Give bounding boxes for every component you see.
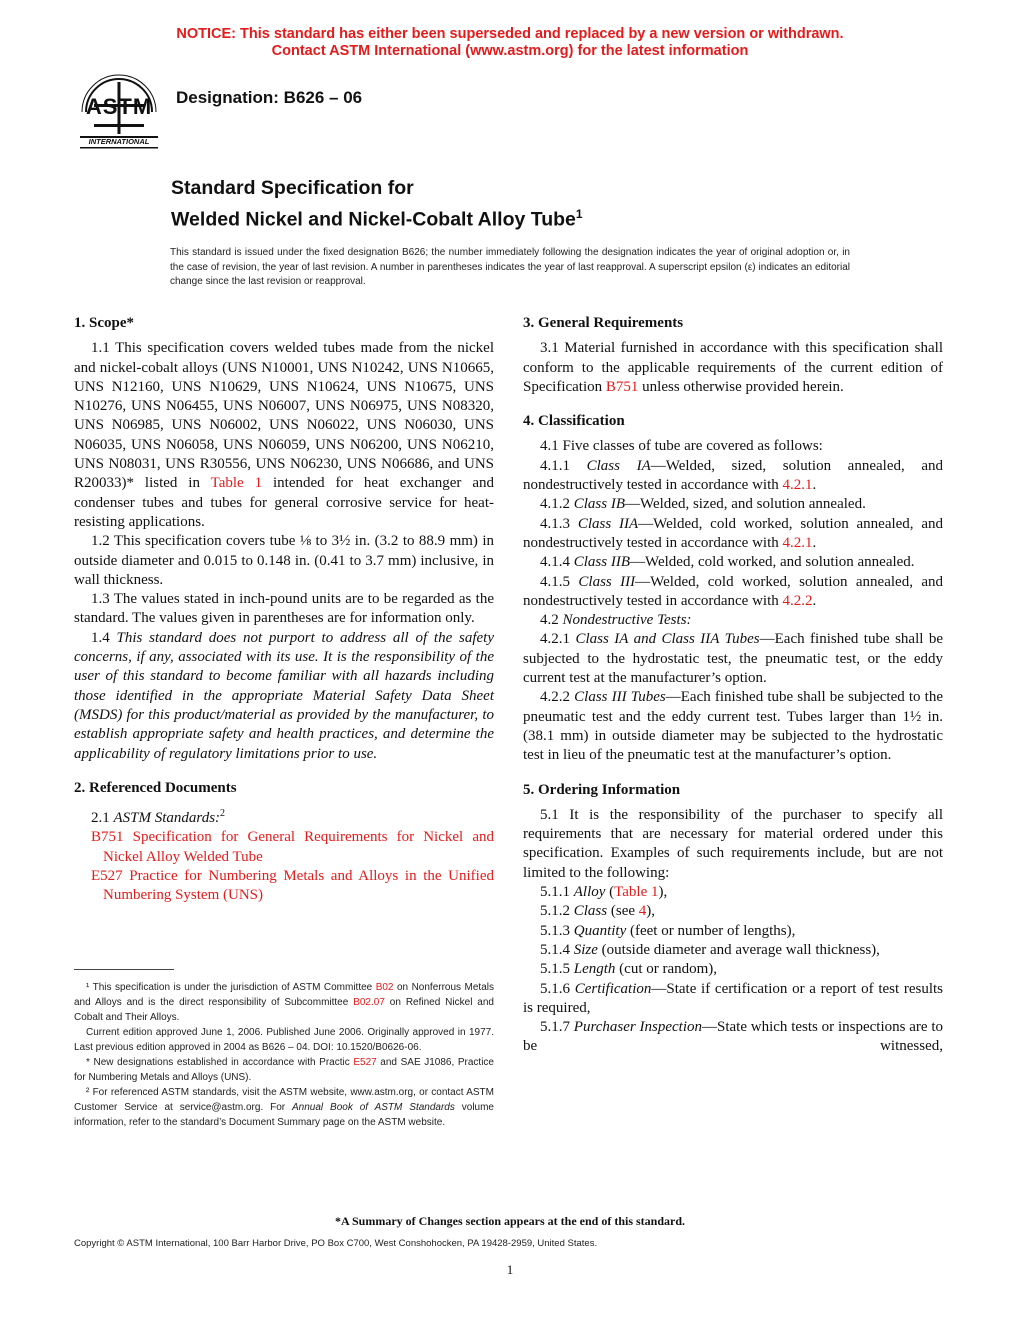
class-ib-name: Class IB: [573, 496, 626, 513]
order-3-name: Quantity: [573, 922, 627, 939]
footnote-4-text-a: ² For referenced ASTM standards, visit the ASTM website, www.astm.org, or contact ASTM Customer Service at service@astm.org. For: [74, 1087, 494, 1113]
b02-07-link[interactable]: B02.07: [353, 997, 385, 1008]
logo-subtext: INTERNATIONAL: [88, 137, 150, 146]
scope-para-1.1: [74, 339, 494, 532]
order-alloy: [523, 883, 943, 902]
test-2-num: 4.2.2: [540, 689, 575, 706]
ref-e527-code: E527: [91, 868, 123, 885]
order-6-num: 5.1.6: [540, 980, 575, 997]
order-inspection: [523, 1018, 943, 1057]
notice-line-1: NOTICE: This standard has either been superseded and replaced by a new version or withdrawn.: [176, 26, 844, 42]
refdocs-p1-num: 2.1: [91, 810, 114, 827]
classification-para-4.1: 4.1 Five classes of tube are covered as follows:: [540, 438, 823, 455]
order-2-b: ),: [646, 903, 656, 920]
order-7-num: 5.1.7: [540, 1019, 574, 1036]
class-ia-end: .: [812, 477, 817, 494]
right-column: [523, 314, 943, 1057]
class-iii-name: Class III: [578, 573, 636, 590]
class-iia-num: 4.1.3: [540, 515, 578, 532]
supersede-notice: [0, 26, 1020, 60]
order-4-name: Size: [573, 941, 598, 958]
4.2.1-link[interactable]: 4.2.1: [782, 534, 813, 551]
order-7-name: Purchaser Inspection: [573, 1019, 702, 1036]
class-iia: [523, 515, 943, 554]
order-3-text: (feet or number of lengths),: [626, 922, 796, 939]
test-1-text: —Each finished tube shall be subjected to the hydrostatic test, the pneumatic test, or the eddy current test at the manufacturer’s option.: [523, 631, 943, 687]
4.2.2-link[interactable]: 4.2.2: [782, 592, 813, 609]
logo-text: ASTM: [85, 94, 153, 119]
order-5-name: Length: [573, 961, 616, 978]
section-4-link[interactable]: 4: [638, 903, 647, 920]
notice-line-2: Contact ASTM International (www.astm.org) for the latest information: [271, 43, 749, 59]
b02-link[interactable]: B02: [375, 982, 394, 993]
general-p1-text-a: 3.1 Material furnished in accordance with this specification shall conform to the applicable requirements of the current edition of Specification: [523, 340, 943, 395]
table-1-link[interactable]: Table 1: [614, 884, 659, 901]
b751-link[interactable]: B751: [605, 378, 639, 395]
class-iib: [523, 553, 943, 572]
class-iib-name: Class IIB: [573, 554, 630, 571]
order-length: [523, 960, 943, 979]
title-footnote-mark: 1: [575, 207, 583, 221]
summary-note: *A Summary of Changes section appears at the end of this standard.: [334, 1214, 686, 1228]
title-line-2: [171, 201, 583, 233]
class-iib-text: —Welded, cold worked, and solution annealed.: [630, 554, 915, 571]
footnote-4-italic: Annual Book of ASTM Standards: [292, 1102, 455, 1113]
footnote-edition: Current edition approved June 1, 2006. Published June 2006. Originally approved in 1977. Last previous edition approved in 2004 as B626 – 04. DOI: 10.1520/B0626-06.: [74, 1027, 494, 1053]
preamble: This standard is issued under the fixed designation B626; the number immediately following the designation indicates the year of original adoption or, in the case of revision, the year of last revision. A number in parentheses indicates the year of last reapproval. A superscript epsilon (ε) indicates an editorial change since the last revision or reapproval.: [170, 247, 850, 287]
scope-heading: 1. Scope*: [74, 315, 134, 331]
reference-b751[interactable]: [74, 828, 494, 867]
order-class: [523, 902, 943, 921]
class-iii-text: —Welded, cold worked, solution annealed, and nondestructively tested in accordance with: [523, 573, 944, 609]
para-4.2-text: Nondestructive Tests:: [562, 612, 692, 629]
ordering-heading: 5. Ordering Information: [523, 781, 681, 798]
footnote-designations: [74, 1055, 494, 1085]
class-iib-num: 4.1.4: [540, 554, 574, 571]
title-line-1: Standard Specification for: [171, 177, 414, 199]
refdocs-heading: 2. Referenced Documents: [74, 779, 237, 796]
reference-e527[interactable]: [74, 867, 494, 906]
class-ib-text: —Welded, sized, and solution annealed.: [625, 496, 866, 513]
order-2-a: (see: [607, 903, 639, 920]
order-1-num: 5.1.1: [540, 884, 574, 901]
footnote-3-text-a: * New designations established in accordance with Practic: [86, 1057, 354, 1068]
class-iii-end: .: [812, 592, 817, 609]
order-5-num: 5.1.5: [540, 961, 574, 978]
page-number: 1: [506, 1262, 514, 1277]
refdocs-p1-sup: 2: [220, 808, 226, 820]
general-p1-text-b: unless otherwise provided herein.: [638, 378, 844, 395]
left-column: [74, 314, 494, 906]
refdocs-para-2.1: [74, 804, 494, 828]
order-2-num: 5.1.2: [540, 903, 574, 920]
scope-p1-text-a: 1.1 This specification covers welded tubes made from the nickel and nickel-cobalt alloys (UNS N10001, UNS N10242, UNS N10665, UNS N12160, UNS N10629, UNS N10624, UNS N10675, UNS N10276, UNS N06455, UNS N06007, UNS N06975, UNS N08320, UNS N06985, UNS N06002, UNS N06022, UNS N06030, UNS N06035, UNS N06058, UNS N06059, UNS N06200, UNS N06210, UNS N08031, UNS R30556, UNS N06230, UNS N06686, and UNS R20033)* listed in: [74, 340, 494, 492]
class-iii: [523, 573, 943, 612]
scope-para-1.3: 1.3 The values stated in inch-pound units are to be regarded as the standard. The values given in parentheses are for information only.: [74, 591, 494, 627]
class-iia-text: —Welded, cold worked, solution annealed, and nondestructively tested in accordance with: [523, 515, 944, 551]
order-4-text: (outside diameter and average wall thickness),: [597, 941, 880, 958]
order-6-text: —State if certification or a report of test results is required,: [523, 980, 944, 1016]
designation: Designation: B626 – 06: [176, 88, 363, 107]
class-iii-num: 4.1.5: [540, 573, 579, 590]
ref-b751-text: Specification for General Requirements for Nickel and Nickel Alloy Welded Tube: [103, 829, 494, 865]
order-size: [523, 941, 943, 960]
scope-p4-num: 1.4: [91, 629, 117, 646]
footnote-divider: [74, 969, 174, 970]
order-1-b: ),: [658, 884, 668, 901]
title-line-2-text: Welded Nickel and Nickel-Cobalt Alloy Tube: [171, 208, 576, 231]
test-2-name: Class III Tubes: [574, 689, 666, 706]
ref-b751-code: B751: [91, 829, 124, 846]
order-6-name: Certification: [574, 980, 652, 997]
general-heading: 3. General Requirements: [523, 315, 684, 331]
general-para-3.1: [523, 339, 943, 397]
order-1-a: (: [605, 884, 615, 901]
footnote-1: [74, 980, 494, 1025]
e527-link[interactable]: E527: [353, 1057, 377, 1068]
4.2.1-link[interactable]: 4.2.1: [782, 477, 813, 494]
order-4-num: 5.1.4: [540, 941, 574, 958]
footnote-1-text-a: ¹ This specification is under the jurisdiction of ASTM Committee: [86, 982, 376, 993]
test-2-text: —Each finished tube shall be subjected to the pneumatic test and the eddy current test. Tubes larger than 1½ in. (38.1 mm) in outside diameter may be subjected to the hydrostatic test in lieu of the pneumatic test at the manufacturer’s option.: [523, 689, 943, 764]
class-ib: [523, 495, 943, 514]
test-class-ia-iia: [523, 630, 943, 688]
para-4.2-num: 4.2: [540, 612, 563, 629]
footnote-1-text-b: on Nonferrous Metals and Alloys and is the direct responsibility of Subcommittee: [74, 982, 494, 1008]
document-title: [171, 175, 583, 233]
order-7-text: —State which tests or inspections are to be witnessed,: [523, 1019, 943, 1055]
footnote-3-text-b: and SAE J1086, Practice for Numbering Metals and Alloys (UNS).: [74, 1057, 494, 1083]
footnotes: [74, 980, 494, 1130]
test-1-num: 4.2.1: [540, 631, 576, 648]
table-1-link[interactable]: Table 1: [210, 475, 263, 492]
class-ib-num: 4.1.2: [540, 496, 574, 513]
class-ia-num: 4.1.1: [540, 457, 587, 474]
scope-para-1.4: [74, 629, 494, 764]
astm-logo: [74, 74, 164, 152]
order-quantity: [523, 922, 943, 941]
footnote-2: [74, 1085, 494, 1130]
class-ia-name: Class IA: [586, 457, 651, 474]
ref-e527-text: Practice for Numbering Metals and Alloys in the Unified Numbering System (UNS): [103, 868, 494, 904]
refdocs-p1-text: ASTM Standards:: [113, 810, 221, 827]
class-ia-text: —Welded, sized, solution annealed, and nondestructively tested in accordance with: [523, 457, 944, 494]
order-certification: [523, 980, 943, 1019]
scope-para-1.2: 1.2 This specification covers tube ⅛ to 3½ in. (3.2 to 88.9 mm) in outside diameter and 0.015 to 0.148 in. (0.41 to 3.7 mm) inclusive, in wall thickness.: [74, 533, 494, 588]
class-ia: [523, 457, 943, 496]
copyright: Copyright © ASTM International, 100 Barr Harbor Drive, PO Box C700, West Conshohocken, PA 19428-2959, United States.: [74, 1238, 598, 1249]
classification-para-4.2: [523, 611, 943, 630]
ordering-para-5.1: 5.1 It is the responsibility of the purchaser to specify all requirements that are necessary for material ordered under this specification. Examples of such requirements include, but are not limited to the following:: [523, 806, 943, 881]
scope-p1-text-b: intended for heat exchanger and condenser tubes and tubes for general corrosive service for heat-resisting applications.: [74, 475, 494, 530]
order-3-num: 5.1.3: [540, 922, 574, 939]
class-iia-end: .: [812, 534, 817, 551]
test-class-iii: [523, 688, 943, 765]
footnote-4-text-b: volume information, refer to the standard’s Document Summary page on the ASTM website.: [74, 1102, 494, 1128]
test-1-name: Class IA and Class IIA Tubes: [575, 631, 760, 648]
order-5-text: (cut or random),: [615, 961, 718, 978]
footnote-1-text-c: on Refined Nickel and Cobalt and Their Alloys.: [74, 997, 494, 1023]
order-2-name: Class: [573, 903, 608, 920]
classification-heading: 4. Classification: [523, 413, 625, 430]
class-iia-name: Class IIA: [577, 515, 639, 532]
scope-p4-text: This standard does not purport to address all of the safety concerns, if any, associated with its use. It is the responsibility of the user of this standard to become familiar with all hazards including those identified in the appropriate Material Safety Data Sheet (MSDS) for this product/material as provided by the manufacturer, to establish appropriate safety and health practices, and determine the applicability of regulatory limitations prior to use.: [74, 629, 495, 762]
order-1-name: Alloy: [573, 884, 606, 901]
